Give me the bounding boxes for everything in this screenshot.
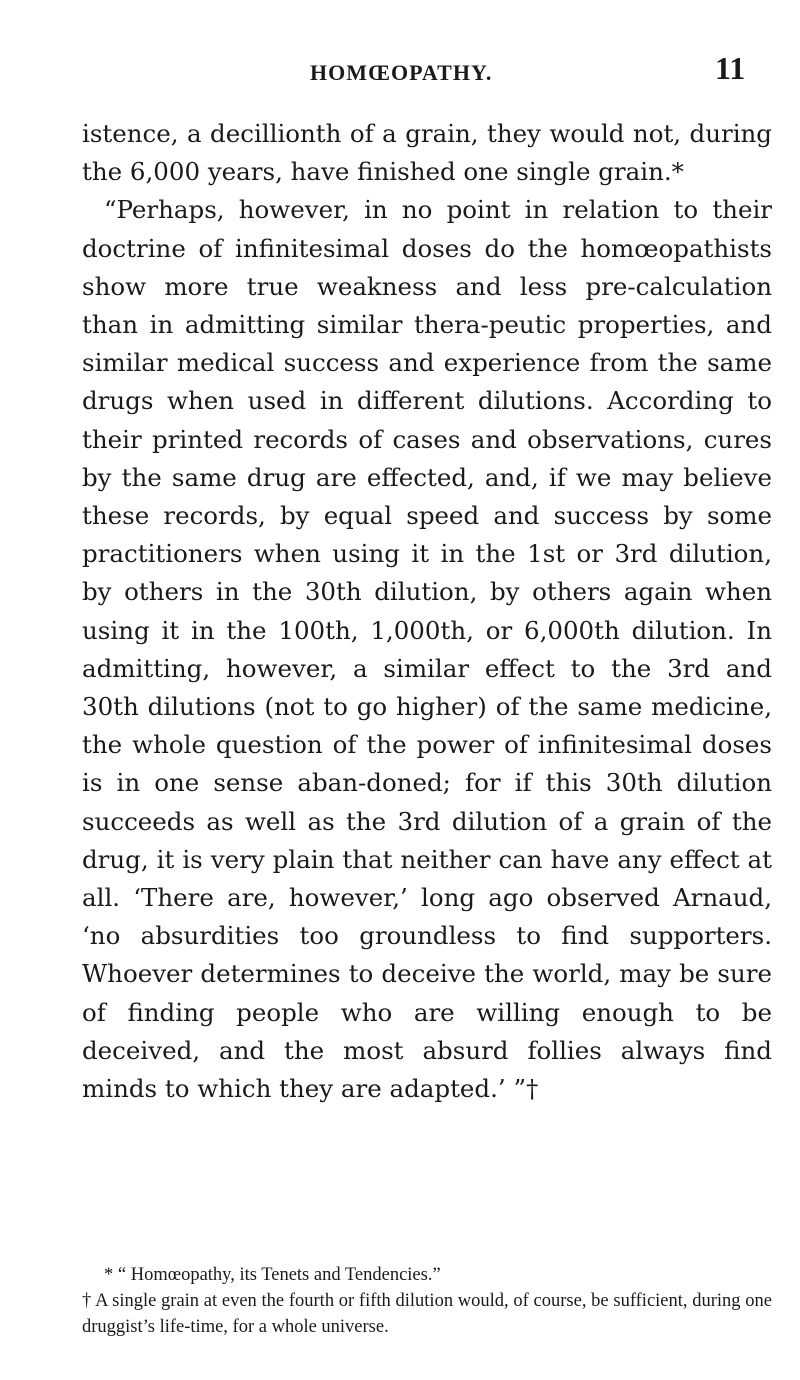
footnotes	[82, 1262, 772, 1340]
footnote-dagger: † A single grain at even the fourth or fifth dilution would, of course, be sufficient, during one druggist’s life-time, for a whole universe.	[82, 1291, 772, 1337]
running-head-title: HOMŒOPATHY.	[310, 60, 493, 85]
page-number: 11	[715, 50, 746, 86]
body-text	[82, 115, 772, 1108]
running-head	[0, 48, 800, 88]
footnote-asterisk: * “ Homœopathy, its Tenets and Tendencies.”	[104, 1265, 441, 1285]
paragraph-continuation: istence, a decillionth of a grain, they would not, during the 6,000 years, have finished one single grain.*	[82, 119, 772, 187]
paragraph-quotation: “Perhaps, however, in no point in relation to their doctrine of infinitesimal doses do the homœopathists show more true weakness and less pre-calculation than in admitting similar thera-peutic properties, and similar medical success and experience from the same drugs when used in different dilutions. According to their printed records of cases and observations, cures by the same drug are effected, and, if we may believe these records, by equal speed and success by some practitioners when using it in the 1st or 3rd dilution, by others in the 30th dilution, by others again when using it in the 100th, 1,000th, or 6,000th dilution. In admitting, however, a similar effect to the 3rd and 30th dilutions (not to go higher) of the same medicine, the whole question of the power of infinitesimal doses is in one sense aban-doned; for if this 30th dilution succeeds as well as the 3rd dilution of a grain of the drug, it is very plain that neither can have any effect at all. ‘There are, however,’ long ago observed Arnaud, ‘no absurdities too groundless to find supporters. Whoever determines to deceive the world, may be sure of finding people who are willing enough to be deceived, and the most absurd follies always find minds to which they are adapted.’ ”†	[82, 195, 772, 1104]
